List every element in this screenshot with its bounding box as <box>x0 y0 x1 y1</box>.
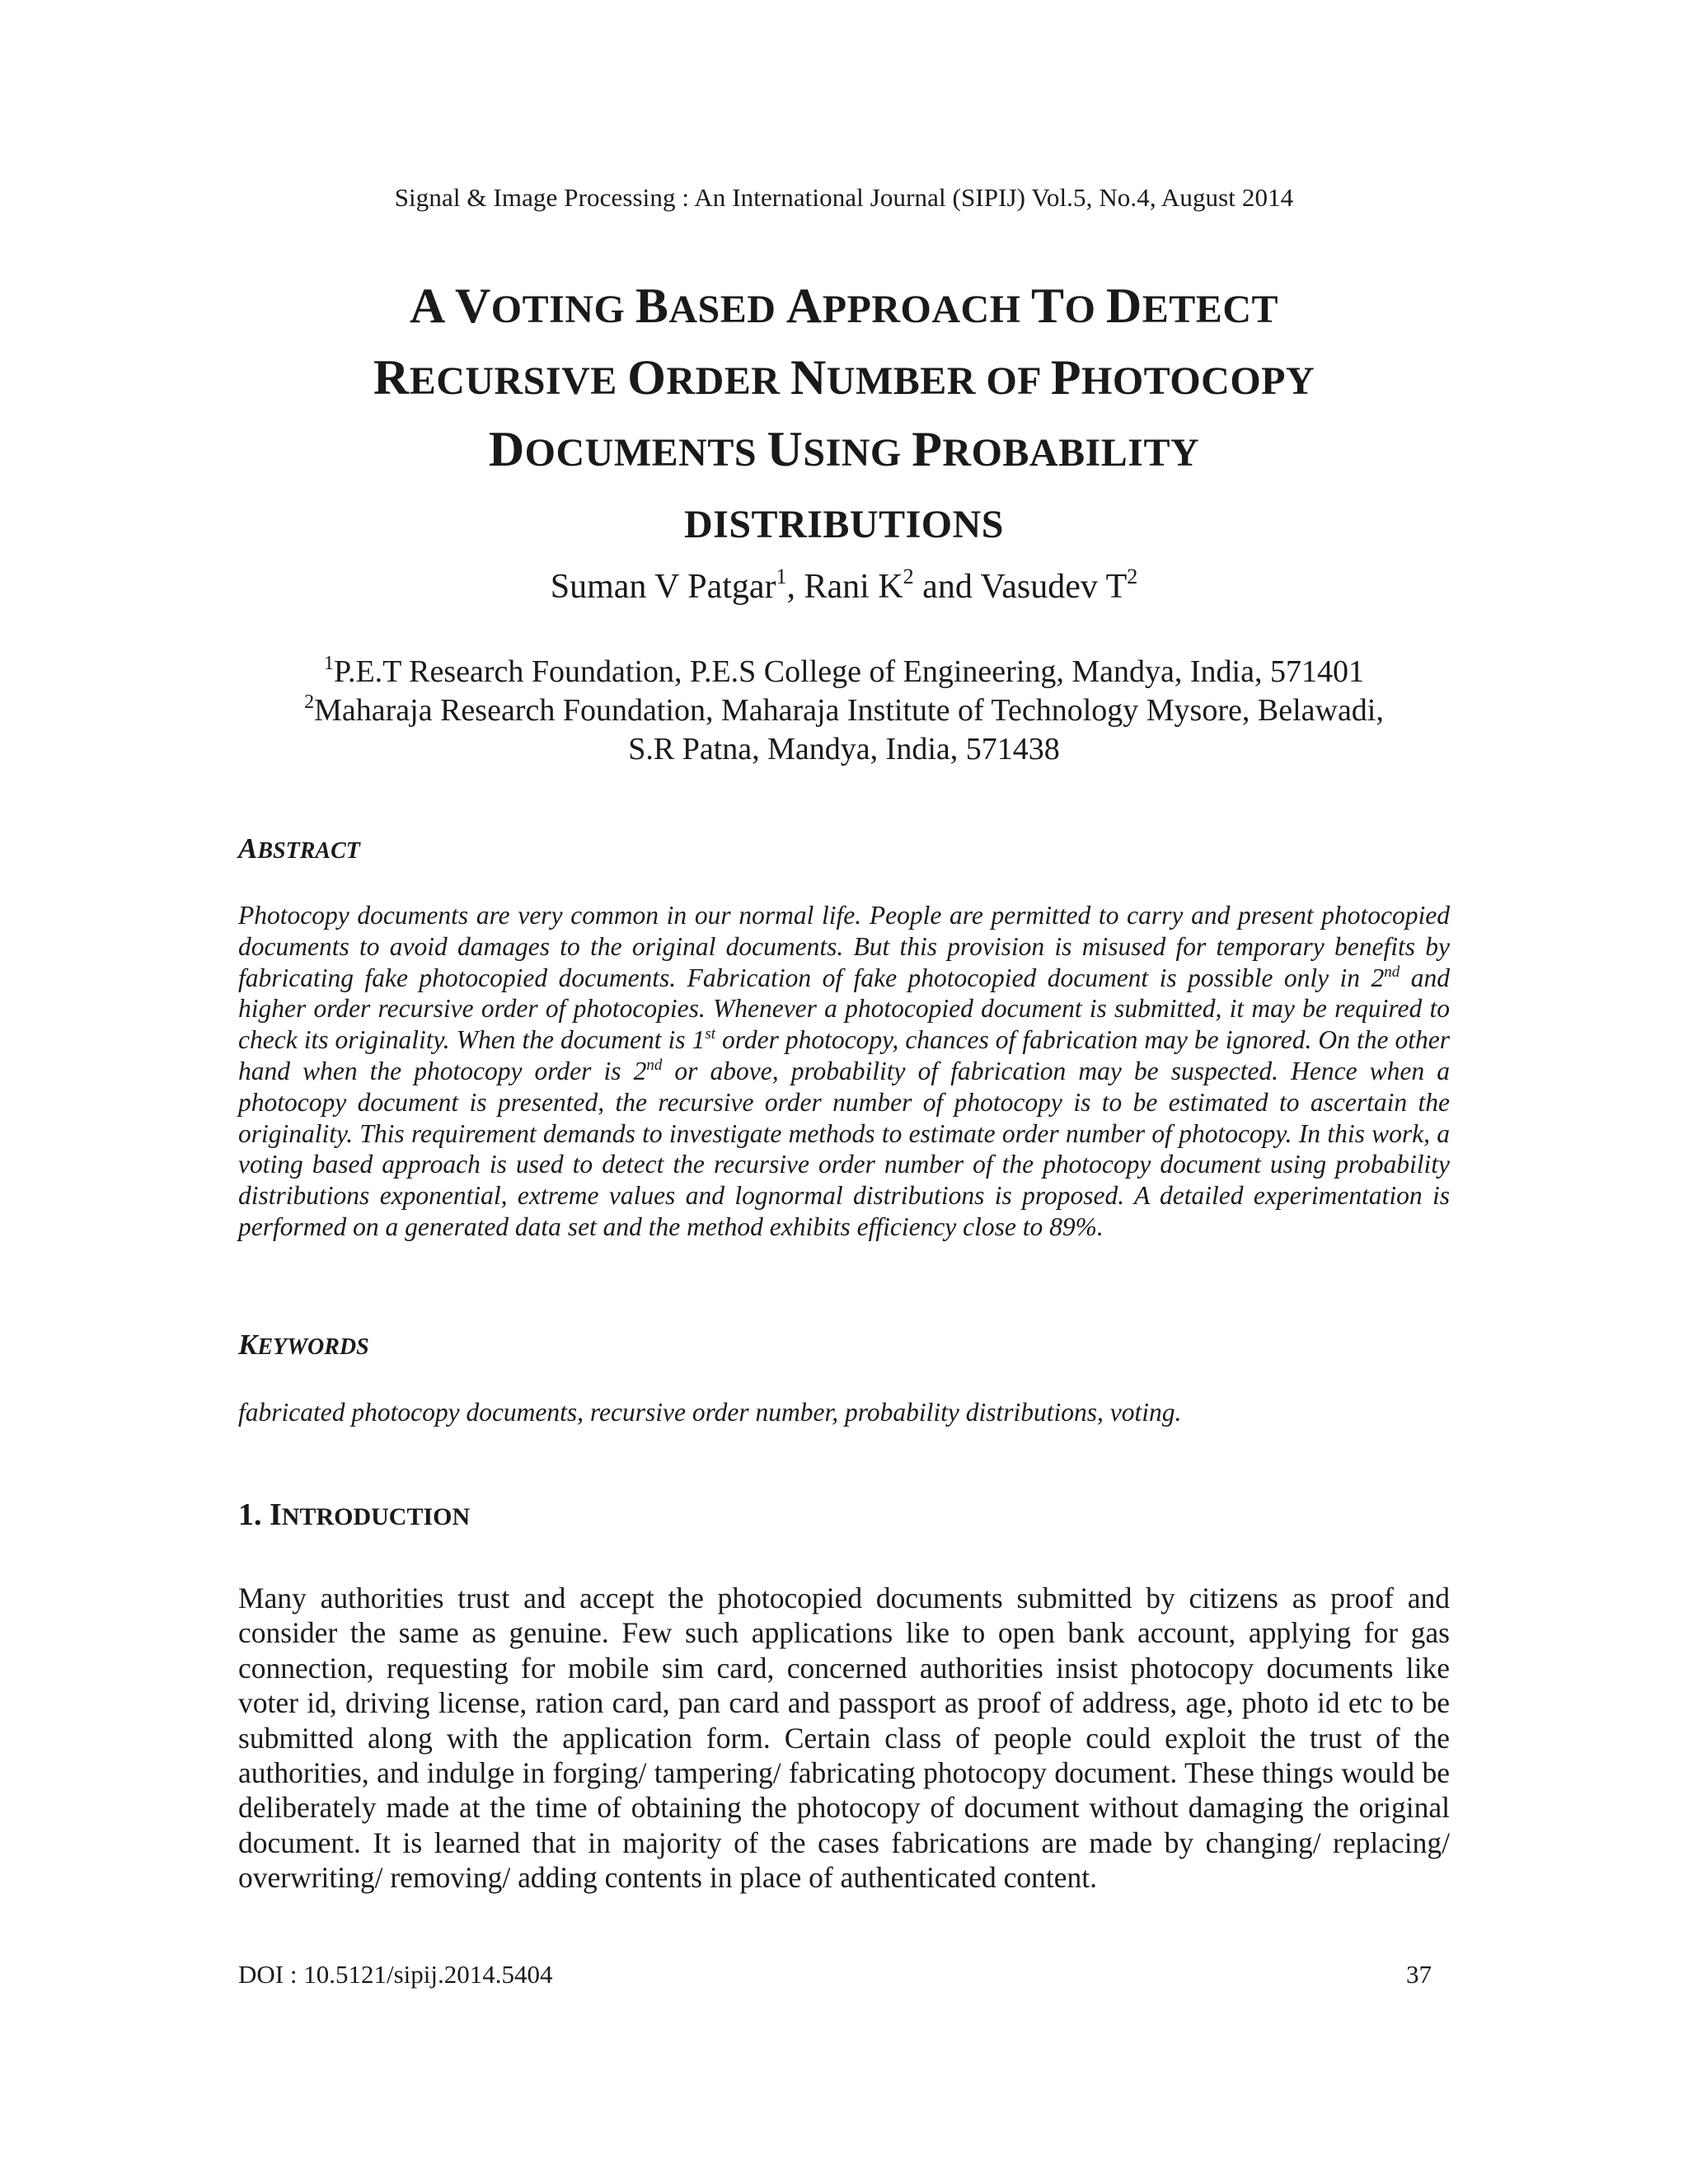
doi-footer: DOI : 10.5121/sipij.2014.5404 <box>238 1960 553 1989</box>
paper-title <box>165 272 1523 559</box>
affiliation-line: S.R Patna, Mandya, India, 571438 <box>628 732 1060 766</box>
affiliation-marker: 1 <box>776 565 787 588</box>
title-line: A VOTING BASED APPROACH TO DETECT <box>410 279 1278 333</box>
author-name: and Vasudev T <box>913 568 1128 606</box>
affiliation-line: $^1$P.E.T Research Foundation, P.E.S College of Engineering, Mandya, India, 571401 <box>324 653 1364 689</box>
title-line: DISTRIBUTIONS <box>684 503 1004 546</box>
author-name: Suman V Patgar <box>550 568 776 606</box>
keywords-heading: KEYWORDS <box>238 1329 369 1361</box>
affiliation-line: $^2$Maharaja Research Foundation, Maharaja Institute of Technology Mysore, Belawadi, <box>304 691 1384 728</box>
abstract-text: Photocopy documents are very common in our normal life. People are permitted to carry and present photocopied documents to avoid damages to the original documents. But this provision is misused for temporary benefits by fabricating fake photocopied documents. Fabrication of fake photocopied document is possible only in 2nd and higher order recursive order of photocopies. Whenever a photocopied document is submitted, it may be required to check its originality. When the document is 1st order photocopy, chances of fabrication may be ignored. On the other hand when the photocopy order is 2nd or above, probability of fabrication may be suspected. Hence when a photocopy document is presented, the recursive order number of photocopy is to be estimated to ascertain the originality. This requirement demands to investigate methods to estimate order number of photocopy. In this work, a voting based approach is used to detect the recursive order number of the photocopy document using probability distributions exponential, extreme values and lognormal distributions is proposed. A detailed experimentation is performed on a generated data set and the method exhibits efficiency close to 89%. <box>238 901 1451 1241</box>
affiliation-marker: 2 <box>903 565 914 588</box>
keywords-text: fabricated photocopy documents, recursive order number, probability distributions, voting. <box>238 1398 1182 1427</box>
page-number: 37 <box>1406 1960 1432 1989</box>
introduction-text: Many authorities trust and accept the photocopied documents submitted by citizens as proof and consider the same as genuine. Few such applications like to open bank account, applying for gas connection, requesting for mobile sim card, concerned authorities insist photocopy documents like voter id, driving license, ration card, pan card and passport as proof of address, age, photo id etc to be submitted along with the application form. Certain class of people could exploit the trust of the authorities, and indulge in forging/ tampering/ fabricating photocopy document. These things would be deliberately made at the time of obtaining the photocopy of document without damaging the original document. It is learned that in majority of the cases fabrications are made by changing/ replacing/ overwriting/ removing/ adding contents in place of authenticated content. <box>238 1582 1450 1895</box>
journal-running-header: Signal & Image Processing : An International Journal (SIPIJ) Vol.5, No.4, August 2014 <box>394 183 1294 212</box>
affiliations <box>0 653 1688 769</box>
abstract-heading: ABSTRACT <box>238 832 360 865</box>
title-line: RECURSIVE ORDER NUMBER OF PHOTOCOPY <box>373 350 1315 405</box>
introduction-heading: 1. INTRODUCTION <box>238 1497 471 1532</box>
affiliation-marker: 2 <box>1127 565 1138 588</box>
author-name: , Rani K <box>786 568 903 606</box>
title-line: DOCUMENTS USING PROBABILITY <box>488 422 1200 476</box>
author-list <box>0 567 1688 607</box>
